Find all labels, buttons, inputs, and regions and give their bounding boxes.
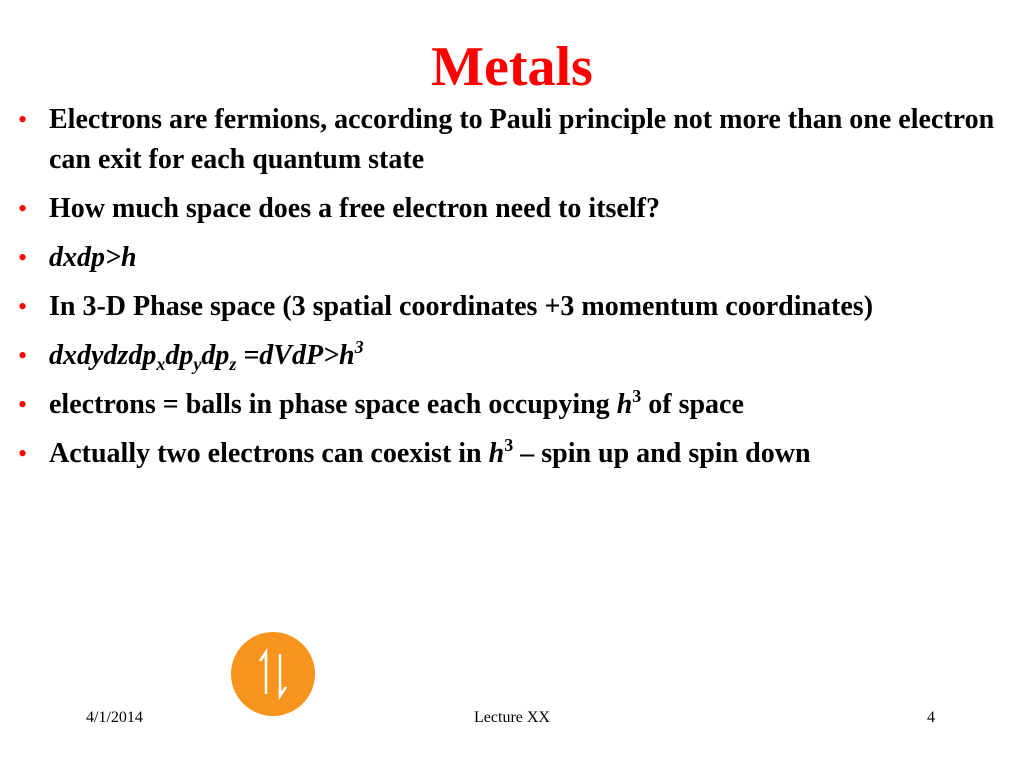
planck-h: h	[616, 389, 633, 420]
formula-part: =dVdP>h	[236, 340, 355, 371]
bullet-marker: •	[18, 341, 28, 370]
slide-title: Metals	[431, 36, 593, 98]
superscript-3: 3	[632, 386, 642, 406]
footer-page-number: 4	[927, 709, 935, 726]
footer-date: 4/1/2014	[86, 709, 143, 726]
spin-arrows-icon	[231, 632, 315, 716]
subscript-y: y	[193, 354, 202, 374]
bullet-text	[49, 386, 744, 420]
bullet-item	[18, 238, 1008, 278]
subscript-x: x	[156, 354, 166, 374]
subscript-z: z	[229, 354, 237, 374]
text-part: electrons = balls in phase space each occupying	[49, 389, 617, 420]
bullet-item	[18, 189, 1008, 229]
bullet-marker: •	[18, 292, 28, 321]
bullet-text: In 3-D Phase space (3 spatial coordinates +3 momentum coordinates)	[49, 291, 874, 322]
bullet-item	[18, 385, 1008, 425]
bullet-item	[18, 434, 1008, 474]
footer-lecture: Lecture XX	[474, 709, 550, 726]
text-part: Actually two electrons can coexist in	[49, 438, 489, 469]
planck-h: h	[488, 438, 505, 469]
phase-space-formula	[49, 337, 364, 374]
bullet-text	[49, 435, 811, 469]
bullet-marker: •	[18, 105, 28, 134]
bullet-text: Electrons are fermions, according to Pauli principle not more than one electron can exit for each quantum state	[49, 104, 995, 175]
text-part: – spin up and spin down	[513, 438, 811, 469]
bullet-marker: •	[18, 439, 28, 468]
bullet-list	[18, 100, 1008, 483]
formula-part: dxdydzdp	[49, 340, 157, 371]
bullet-item	[18, 100, 1008, 180]
spin-up-down-icon	[231, 632, 315, 716]
text-part: of space	[641, 389, 744, 420]
formula-part: dp	[165, 340, 194, 371]
superscript-3: 3	[354, 337, 364, 357]
bullet-marker: •	[18, 243, 28, 272]
bullet-item	[18, 336, 1008, 376]
bullet-item	[18, 287, 1008, 327]
formula-part: dp	[201, 340, 230, 371]
uncertainty-formula: dxdp>h	[49, 242, 137, 273]
bullet-text: How much space does a free electron need to itself?	[49, 193, 660, 224]
superscript-3: 3	[504, 435, 514, 455]
bullet-marker: •	[18, 194, 28, 223]
bullet-marker: •	[18, 390, 28, 419]
